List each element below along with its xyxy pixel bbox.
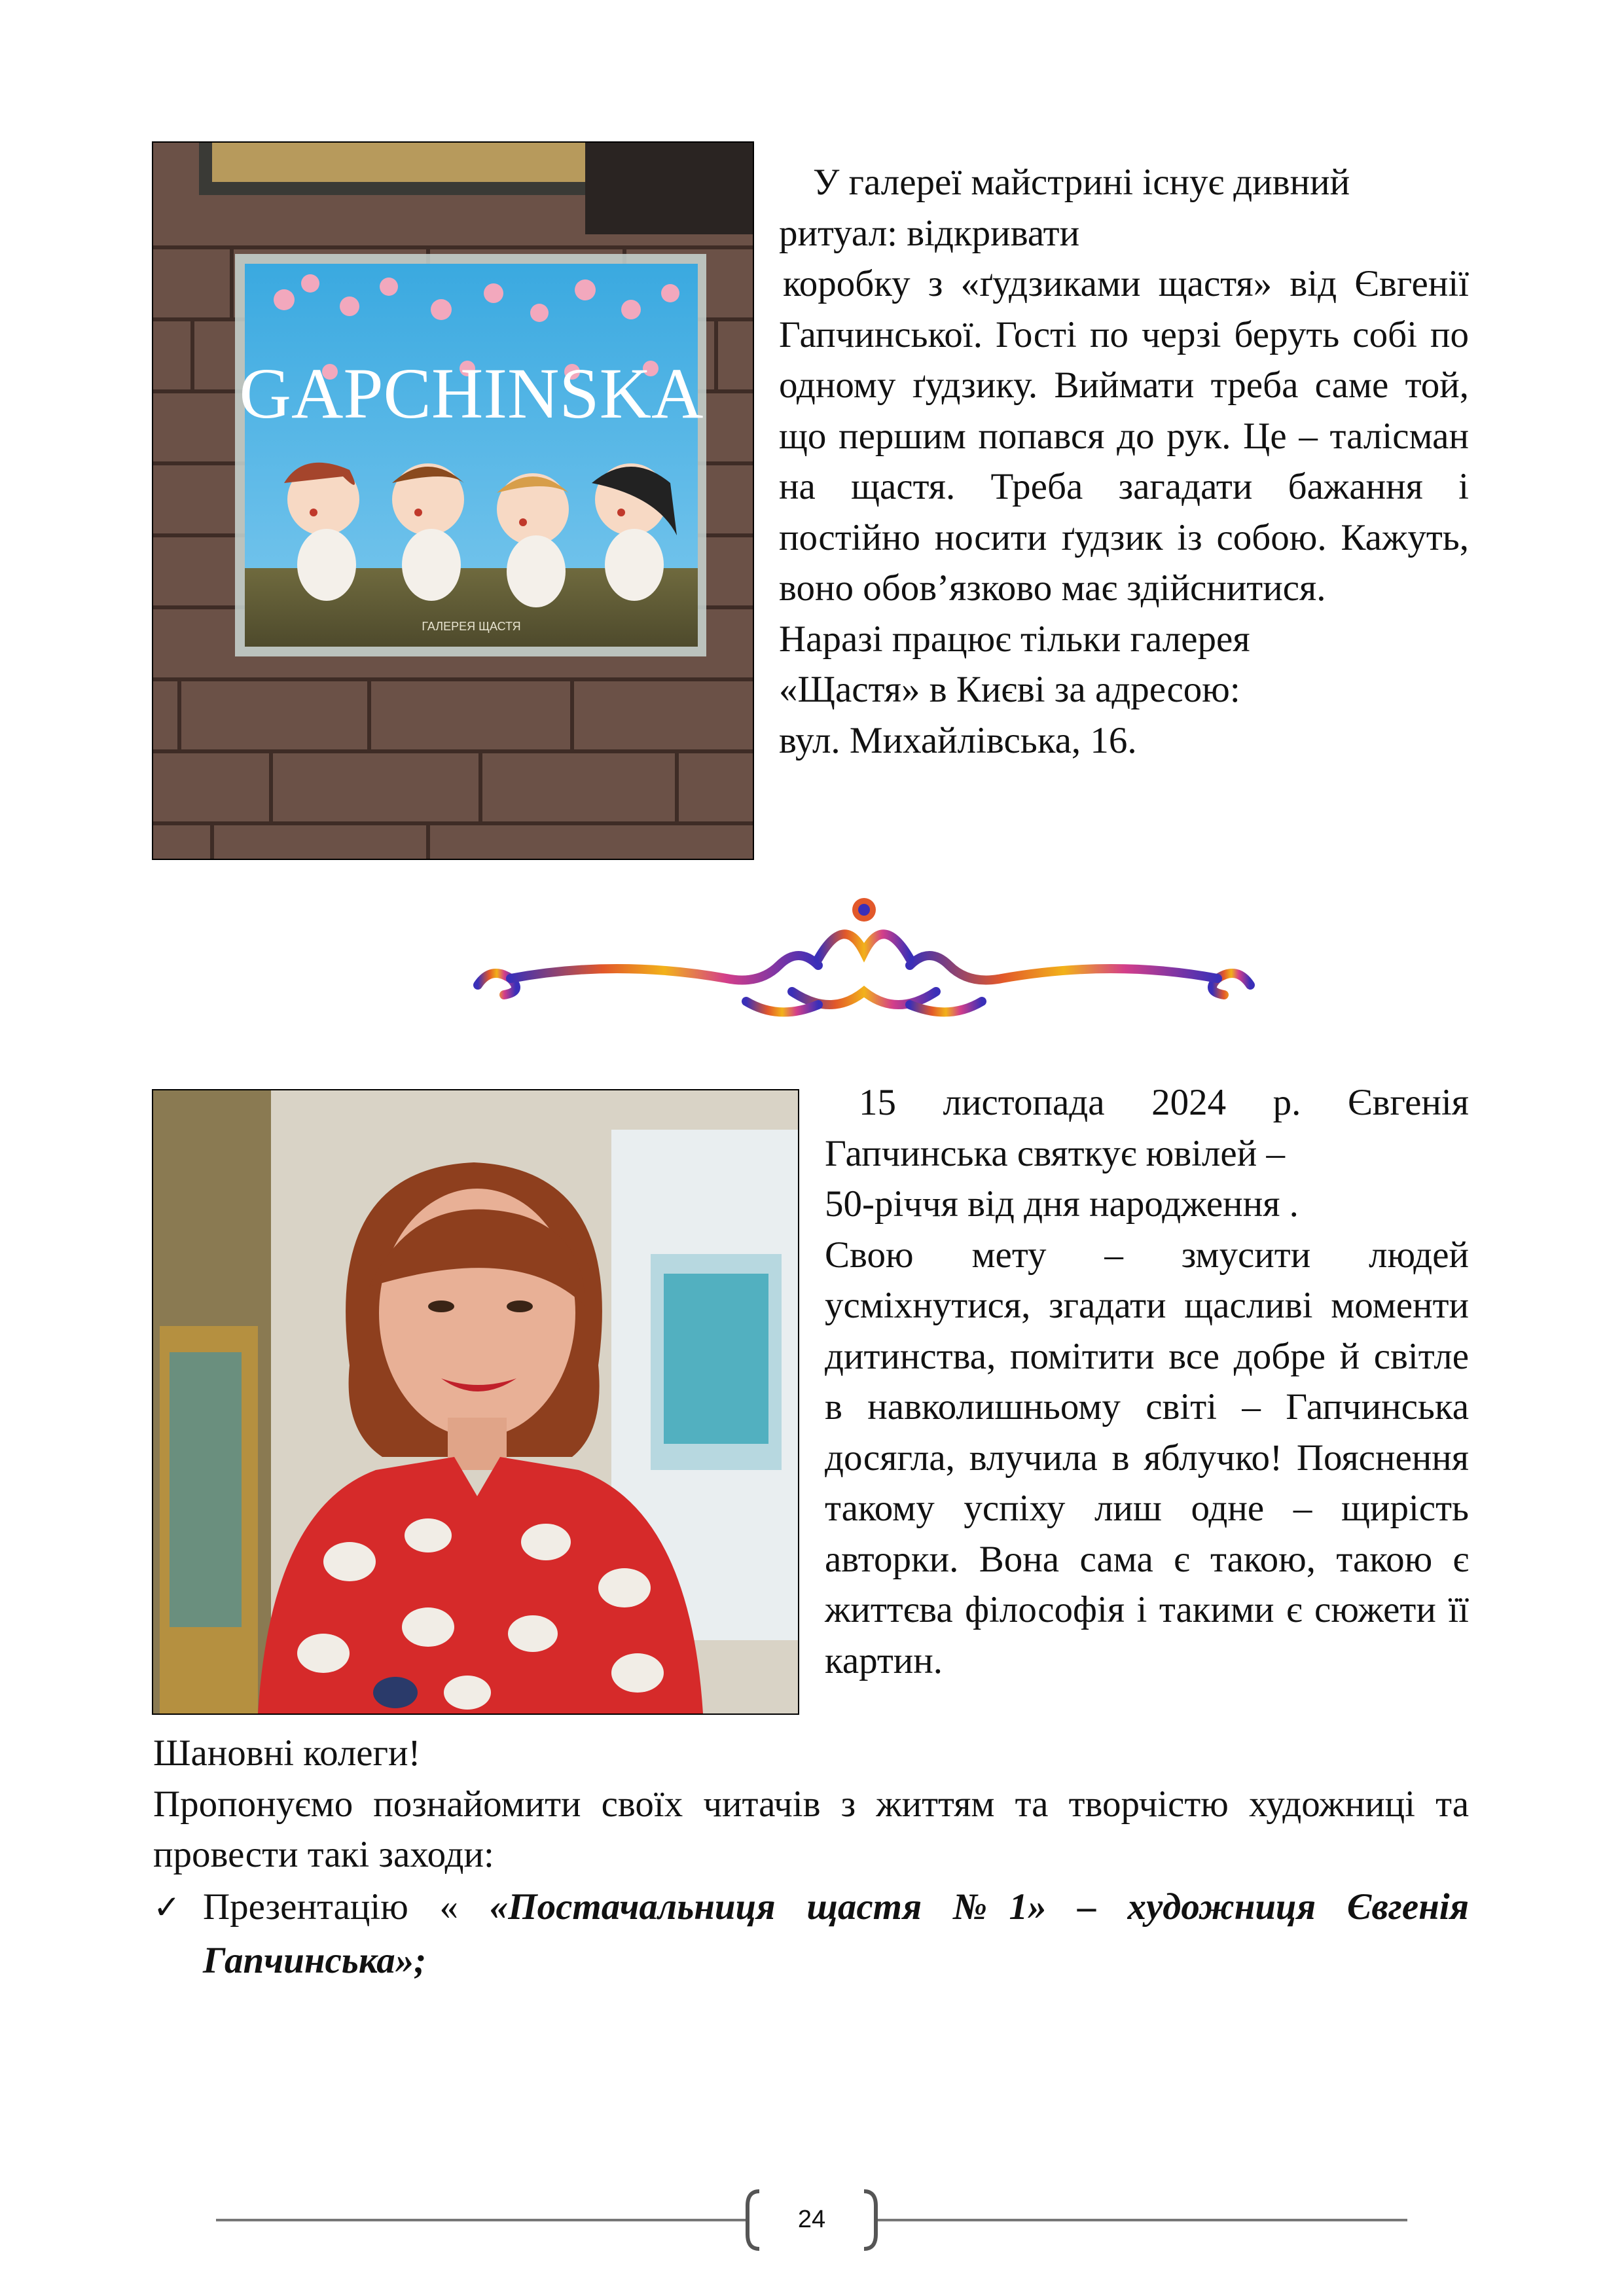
bullet-lead: Презентацію « bbox=[203, 1886, 490, 1928]
sign-title: GAPCHINSKA bbox=[239, 353, 704, 433]
checkmark-icon: ✓ bbox=[153, 1888, 181, 1926]
recommendations-text bbox=[153, 1728, 1469, 1988]
page-number: 24 bbox=[797, 2206, 826, 2233]
page-footer bbox=[216, 2186, 1407, 2258]
bullet-text bbox=[203, 1880, 1469, 1988]
anniversary-paragraph: 15 листопада 2024 р. Євгенія Гапчинська святкує ювілей – bbox=[825, 1082, 1469, 1174]
gallery-sign-illustration bbox=[153, 143, 753, 859]
gallery-ritual-text bbox=[779, 157, 1469, 766]
artist-portrait-photo bbox=[152, 1089, 799, 1715]
mission-paragraph: Свою мету – змусити людей усміхнутися, згадати щасливі моменти дитинства, помітити все добре й світле в навколишньому світі – Гапчинська досягла, влучила в яблучко! Пояснення такому успіху лиш одне – щирість авторки. Вона сама є такою, такою є життєва філософія і такими є сюжети її картин. bbox=[825, 1234, 1469, 1681]
ritual-paragraph-intro: У галереї майстрині існує дивний ритуал: відкривати bbox=[779, 162, 1350, 254]
ornament-swirl-icon bbox=[452, 887, 1276, 1037]
intro-paragraph: Пропонуємо познайомити своїх читачів з життям та творчістю художниці та провести такі заходи: bbox=[153, 1783, 1469, 1875]
presentation-title: «Постачальниця щастя №1» – художниця Євгенія Гапчинська»; bbox=[203, 1886, 1469, 1981]
list-item bbox=[153, 1880, 1469, 1988]
decorative-ornament bbox=[452, 887, 1276, 1037]
anniversary-text bbox=[825, 1077, 1469, 1686]
ritual-paragraph-body: коробку з «ґудзиками щастя» від Євгенії Гапчинської. Гості по черзі беруть собі по одному ґудзику. Виймати треба саме той, що першим попався до рук. Це – талісман на щастя. Треба загадати бажання і постійно носити ґудзик із собою. Кажуть, воно обов’язково має здійснитися. bbox=[779, 263, 1469, 609]
sign-caption: ГАЛЕРЕЯ ЩАСТЯ bbox=[422, 620, 521, 633]
greeting-line: Шановні колеги! bbox=[153, 1732, 421, 1774]
artist-portrait-illustration bbox=[153, 1090, 798, 1713]
gallery-address-line-1: Наразі працює тільки галерея bbox=[779, 618, 1250, 660]
gallery-sign-photo bbox=[152, 141, 754, 860]
gallery-address-line-3: вул. Михайлівська, 16. bbox=[779, 719, 1137, 761]
gallery-address-line-2: «Щастя» в Києві за адресою: bbox=[779, 669, 1240, 710]
anniversary-line-50: 50-річчя від дня народження . bbox=[825, 1183, 1299, 1225]
